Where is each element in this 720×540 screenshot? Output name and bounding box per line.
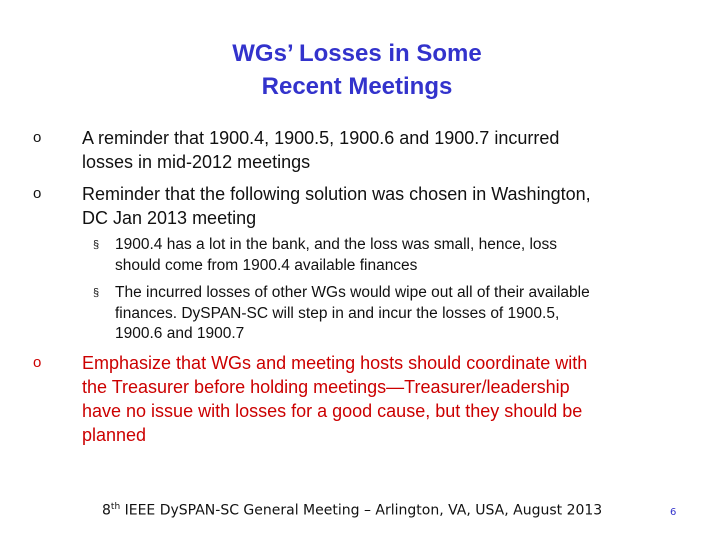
- bullet-line: the Treasurer before holding meetings—Treasurer/leadership: [82, 377, 570, 397]
- subbullet-line: The incurred losses of other WGs would wipe out all of their available: [115, 284, 590, 301]
- page-number: 6: [670, 507, 677, 518]
- bullet-coordinate-with-treasurer: [33, 351, 673, 447]
- subbullet-other-wgs-losses: [93, 283, 673, 345]
- footer-ordinal-suffix: th: [110, 502, 121, 512]
- subbullet-line: finances. DySPAN-SC will step in and incur the losses of 1900.5,: [115, 304, 560, 322]
- bullet-washington-solution: [33, 182, 673, 230]
- bullet-marker: o: [33, 129, 42, 146]
- slide-title-line-1: WGs’ Losses in Some: [232, 40, 482, 67]
- footer-text: IEEE DySPAN-SC General Meeting – Arlington, VA, USA, August 2013: [120, 502, 603, 519]
- slide-title: [0, 37, 714, 103]
- bullet-line: A reminder that 1900.4, 1900.5, 1900.6 and 1900.7 incurred: [82, 128, 560, 148]
- bullet-line: DC Jan 2013 meeting: [82, 208, 257, 228]
- footer-ordinal: 8: [102, 502, 111, 519]
- bullet-reminder-losses: [33, 126, 673, 174]
- subbullet-marker: §: [93, 239, 100, 251]
- subbullet-marker: §: [93, 287, 100, 299]
- subbullet-line: should come from 1900.4 available finances: [115, 256, 418, 274]
- bullet-marker: o: [33, 354, 42, 371]
- bullet-line: Emphasize that WGs and meeting hosts should coordinate with: [82, 353, 588, 373]
- subbullet-line: 1900.6 and 1900.7: [115, 325, 245, 342]
- bullet-line: planned: [82, 425, 147, 445]
- bullet-line: Reminder that the following solution was chosen in Washington,: [82, 184, 591, 204]
- slide-footer: [102, 502, 602, 519]
- slide-title-line-2: Recent Meetings: [261, 73, 453, 100]
- subbullet-1900-4-finances: [93, 235, 673, 276]
- bullet-line: have no issue with losses for a good cause, but they should be: [82, 401, 583, 421]
- bullet-line: losses in mid-2012 meetings: [82, 152, 311, 172]
- subbullet-line: 1900.4 has a lot in the bank, and the loss was small, hence, loss: [115, 236, 558, 253]
- bullet-marker: o: [33, 185, 42, 202]
